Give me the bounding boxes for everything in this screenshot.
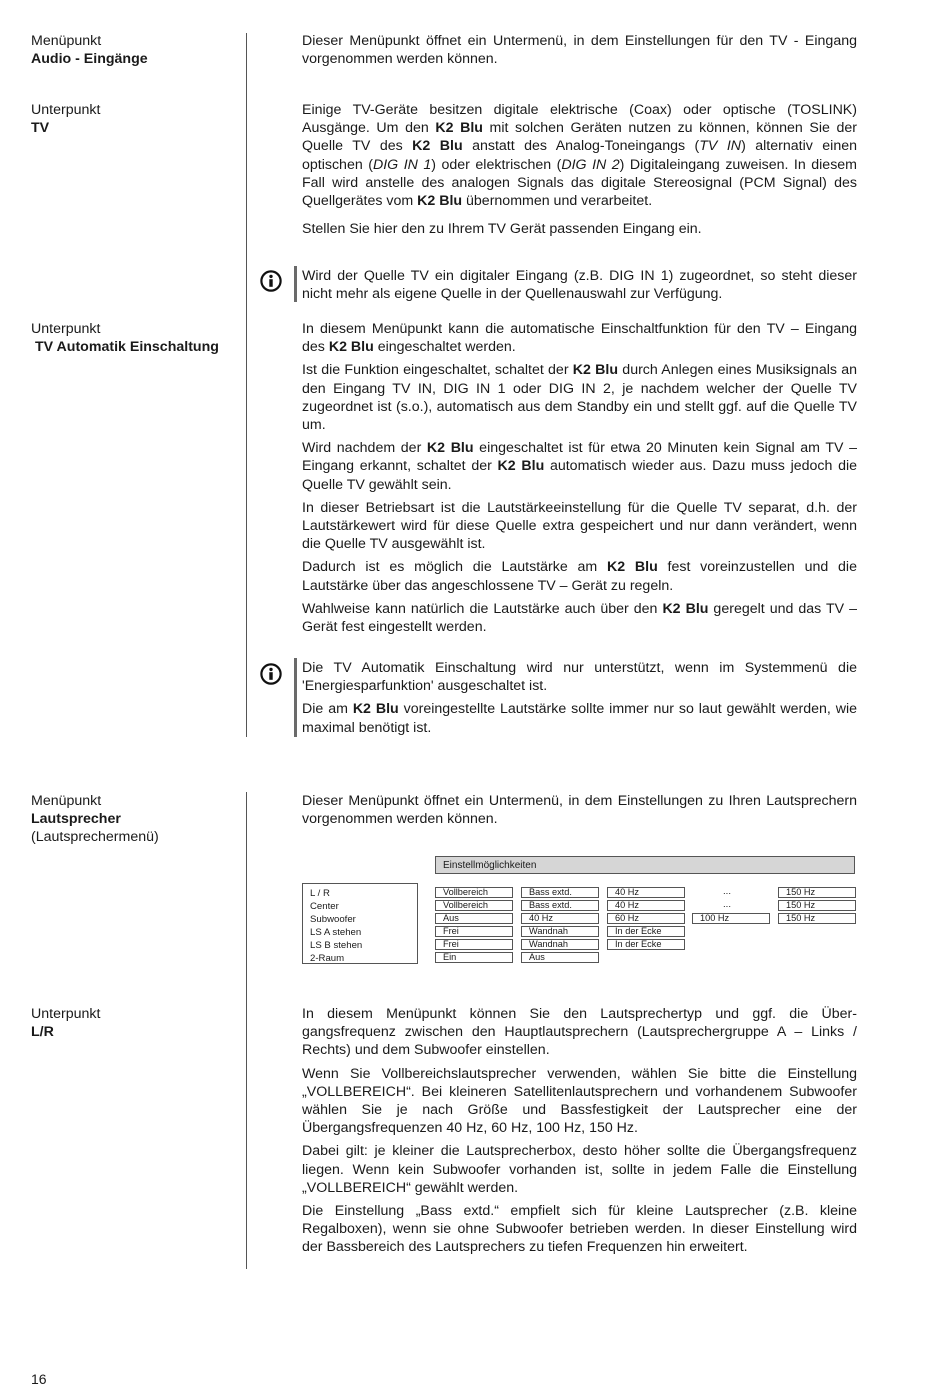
section-label-lr xyxy=(31,1005,241,1041)
note-bar xyxy=(294,658,297,737)
label-title: Lautsprecher xyxy=(31,811,121,828)
option-box: 40 Hz xyxy=(607,887,685,898)
paragraph: In diesem Menüpunkt können Sie den Lautsprechertyp und ggf. die Über-gangsfrequenz zwischen den Hauptlautsprechern (Lautsprechergruppe A – Links / Rechts) und dem Subwoofer einstellen. xyxy=(302,1006,857,1059)
note-text: Wird der Quelle TV ein digitaler Eingang (z.B. DIG IN 1) zugeordnet, so steht dieser nicht mehr als eigene Quelle in der Quellenauswahl zur Verfügung. xyxy=(302,268,857,303)
section-body-audio-eingaenge xyxy=(302,32,857,68)
settings-header: Einstellmöglichkeiten xyxy=(435,856,855,874)
section-label-tv xyxy=(31,101,241,137)
label-title: TV Automatik Einschaltung xyxy=(35,339,219,356)
option-box: Frei xyxy=(435,939,513,950)
paragraph: Dadurch ist es möglich die Lautstärke am K2 Blu fest voreinzustellen und die Lautstärke über das angeschlossene TV – Gerät zu regeln. xyxy=(302,559,857,594)
option-box: Vollbereich xyxy=(435,887,513,898)
section-body-tv-automatik xyxy=(302,320,857,636)
speaker-item: 2-Raum xyxy=(310,953,345,964)
option-box: 60 Hz xyxy=(607,913,685,924)
option-box: Aus xyxy=(521,952,599,963)
option-ellipsis: ... xyxy=(723,886,731,897)
option-box: Vollbereich xyxy=(435,900,513,911)
option-box: 40 Hz xyxy=(521,913,599,924)
label-kind: Unterpunkt xyxy=(31,321,101,337)
label-title: Audio - Eingänge xyxy=(31,51,148,68)
option-box: In der Ecke xyxy=(607,939,685,950)
paragraph: In dieser Betriebsart ist die Lautstärkeeinstellung für die Quelle TV separat, d.h. der Lautstärkewert wird für diese Quelle extra gespeichert und nur dann verändert, wenn die Quelle TV ausgewählt ist. xyxy=(302,499,857,553)
option-box: Bass extd. xyxy=(521,887,599,898)
paragraph: Dabei gilt: je kleiner die Lautsprecherbox, desto höher sollte die Übergangsfrequenz liegen. Wenn kein Subwoofer vorhanden ist, sollte in jedem Falle die Einstellung „VOLLBEREICH“ gewählt werden. xyxy=(302,1143,857,1196)
option-box: Ein xyxy=(435,952,513,963)
section-body-lr xyxy=(302,1005,857,1257)
paragraph: Stellen Sie hier den zu Ihrem TV Gerät passenden Eingang ein. xyxy=(302,221,702,238)
label-title: L/R xyxy=(31,1024,54,1041)
info-icon xyxy=(260,663,282,685)
option-box: 40 Hz xyxy=(607,900,685,911)
option-box: Wandnah xyxy=(521,939,599,950)
note-text: Die am K2 Blu voreingestellte Lautstärke sollte immer nur so laut gewählt werden, wie maximal benötigt ist. xyxy=(302,701,858,736)
option-ellipsis: ... xyxy=(723,899,731,910)
section-label-audio-eingaenge xyxy=(31,32,241,68)
paragraph: Einige TV-Geräte besitzen digitale elektrische (Coax) oder optische (TOSLINK) Ausgänge. Um den K2 Blu mit solchen Geräten nutzen zu können, können Sie der Quelle TV des K2 Blu anstatt des Analog-Toneingangs (TV IN) alternativ einen optischen (DIG IN 1) oder elektrischen (DIG IN 2) Digitaleingang zuweisen. In diesem Fall wird anstelle des analogen Signals das digitale Stereosignal (PCM Signal) des Quellgerätes vom K2 Blu übernommen und verarbeitet. xyxy=(302,102,857,210)
column-divider xyxy=(246,33,247,737)
option-box: 150 Hz xyxy=(778,900,856,911)
speaker-item: Subwoofer xyxy=(310,914,356,925)
speaker-item: LS B stehen xyxy=(310,940,363,951)
option-box: Aus xyxy=(435,913,513,924)
page-number: 16 xyxy=(31,1371,47,1387)
paragraph: Dieser Menüpunkt öffnet ein Untermenü, in dem Einstellungen zu Ihren Lautsprechern vorgenommen werden können. xyxy=(302,793,857,828)
option-box: Bass extd. xyxy=(521,900,599,911)
speaker-list xyxy=(302,883,418,964)
option-box: 100 Hz xyxy=(692,913,770,924)
label-subtitle: (Lautsprechermenü) xyxy=(31,829,159,846)
label-kind: Unterpunkt xyxy=(31,1006,101,1022)
note-bar xyxy=(294,266,297,302)
info-icon xyxy=(260,270,282,292)
speaker-item: LS A stehen xyxy=(310,927,362,938)
label-kind: Unterpunkt xyxy=(31,102,101,118)
paragraph: Wird nachdem der K2 Blu eingeschaltet ist für etwa 20 Minuten kein Signal am TV – Eingang erkannt, schaltet der K2 Blu automatisch wieder aus. Dazu muss jedoch die Quelle TV gewählt sein. xyxy=(302,440,858,493)
option-box: In der Ecke xyxy=(607,926,685,937)
label-kind: Menüpunkt xyxy=(31,793,102,809)
note-tv xyxy=(302,267,857,303)
option-box: 150 Hz xyxy=(778,887,856,898)
section-body-lautsprecher xyxy=(302,792,857,828)
section-body-tv xyxy=(302,101,857,238)
section-label-lautsprecher xyxy=(31,792,241,847)
speaker-item: Center xyxy=(310,901,339,912)
label-title: TV xyxy=(31,120,50,137)
option-box: Wandnah xyxy=(521,926,599,937)
option-box: 150 Hz xyxy=(778,913,856,924)
option-box: Frei xyxy=(435,926,513,937)
paragraph: Ist die Funktion eingeschaltet, schaltet der K2 Blu durch Anlegen eines Musiksignals an den Eingang TV IN, DIG IN 1 oder DIG IN 2, je nachdem welcher der Quelle TV zugeordnet ist (s.o.), automatisch aus dem Standby ein und stellt ggf. auf die Quelle TV um. xyxy=(302,362,857,434)
paragraph: Wahlweise kann natürlich die Lautstärke auch über den K2 Blu geregelt und das TV – Gerät fest eingestellt werden. xyxy=(302,600,857,636)
paragraph: Dieser Menüpunkt öffnet ein Untermenü, in dem Einstellungen für den TV - Eingang vorgenommen werden können. xyxy=(302,33,857,68)
note-text: Die TV Automatik Einschaltung wird nur unterstützt, wenn im Systemmenü die 'Energiesparfunktion' ausgeschaltet ist. xyxy=(302,660,857,695)
label-kind: Menüpunkt xyxy=(31,33,102,49)
paragraph: Wenn Sie Vollbereichslautsprecher verwenden, wählen Sie bitte die Einstellung „VOLLBEREICH“. Bei kleineren Satellitenlautsprechern und vorhandenem Subwoofer wählen Sie je nach Größe und Bassfestigkeit der Lautsprecher eine der Übergangsfrequenzen 40 Hz, 60 Hz, 100 Hz, 150 Hz. xyxy=(302,1065,857,1137)
speaker-item: L / R xyxy=(310,888,330,899)
paragraph: In diesem Menüpunkt kann die automatische Einschaltfunktion für den TV – Eingang des K2 Blu eingeschaltet werden. xyxy=(302,321,857,356)
column-divider xyxy=(246,792,247,1269)
note-tv-automatik xyxy=(302,659,857,737)
paragraph: Die Einstellung „Bass extd.“ empfielt sich für kleine Lautsprecher (z.B. kleine Regalboxen), wenn sie ohne Subwoofer betrieben werden. In dieser Einstellung wird der Bassbereich des Lautsprechers zu tiefen Frequenzen hin erweitert. xyxy=(302,1203,857,1256)
section-label-tv-automatik xyxy=(31,320,241,356)
